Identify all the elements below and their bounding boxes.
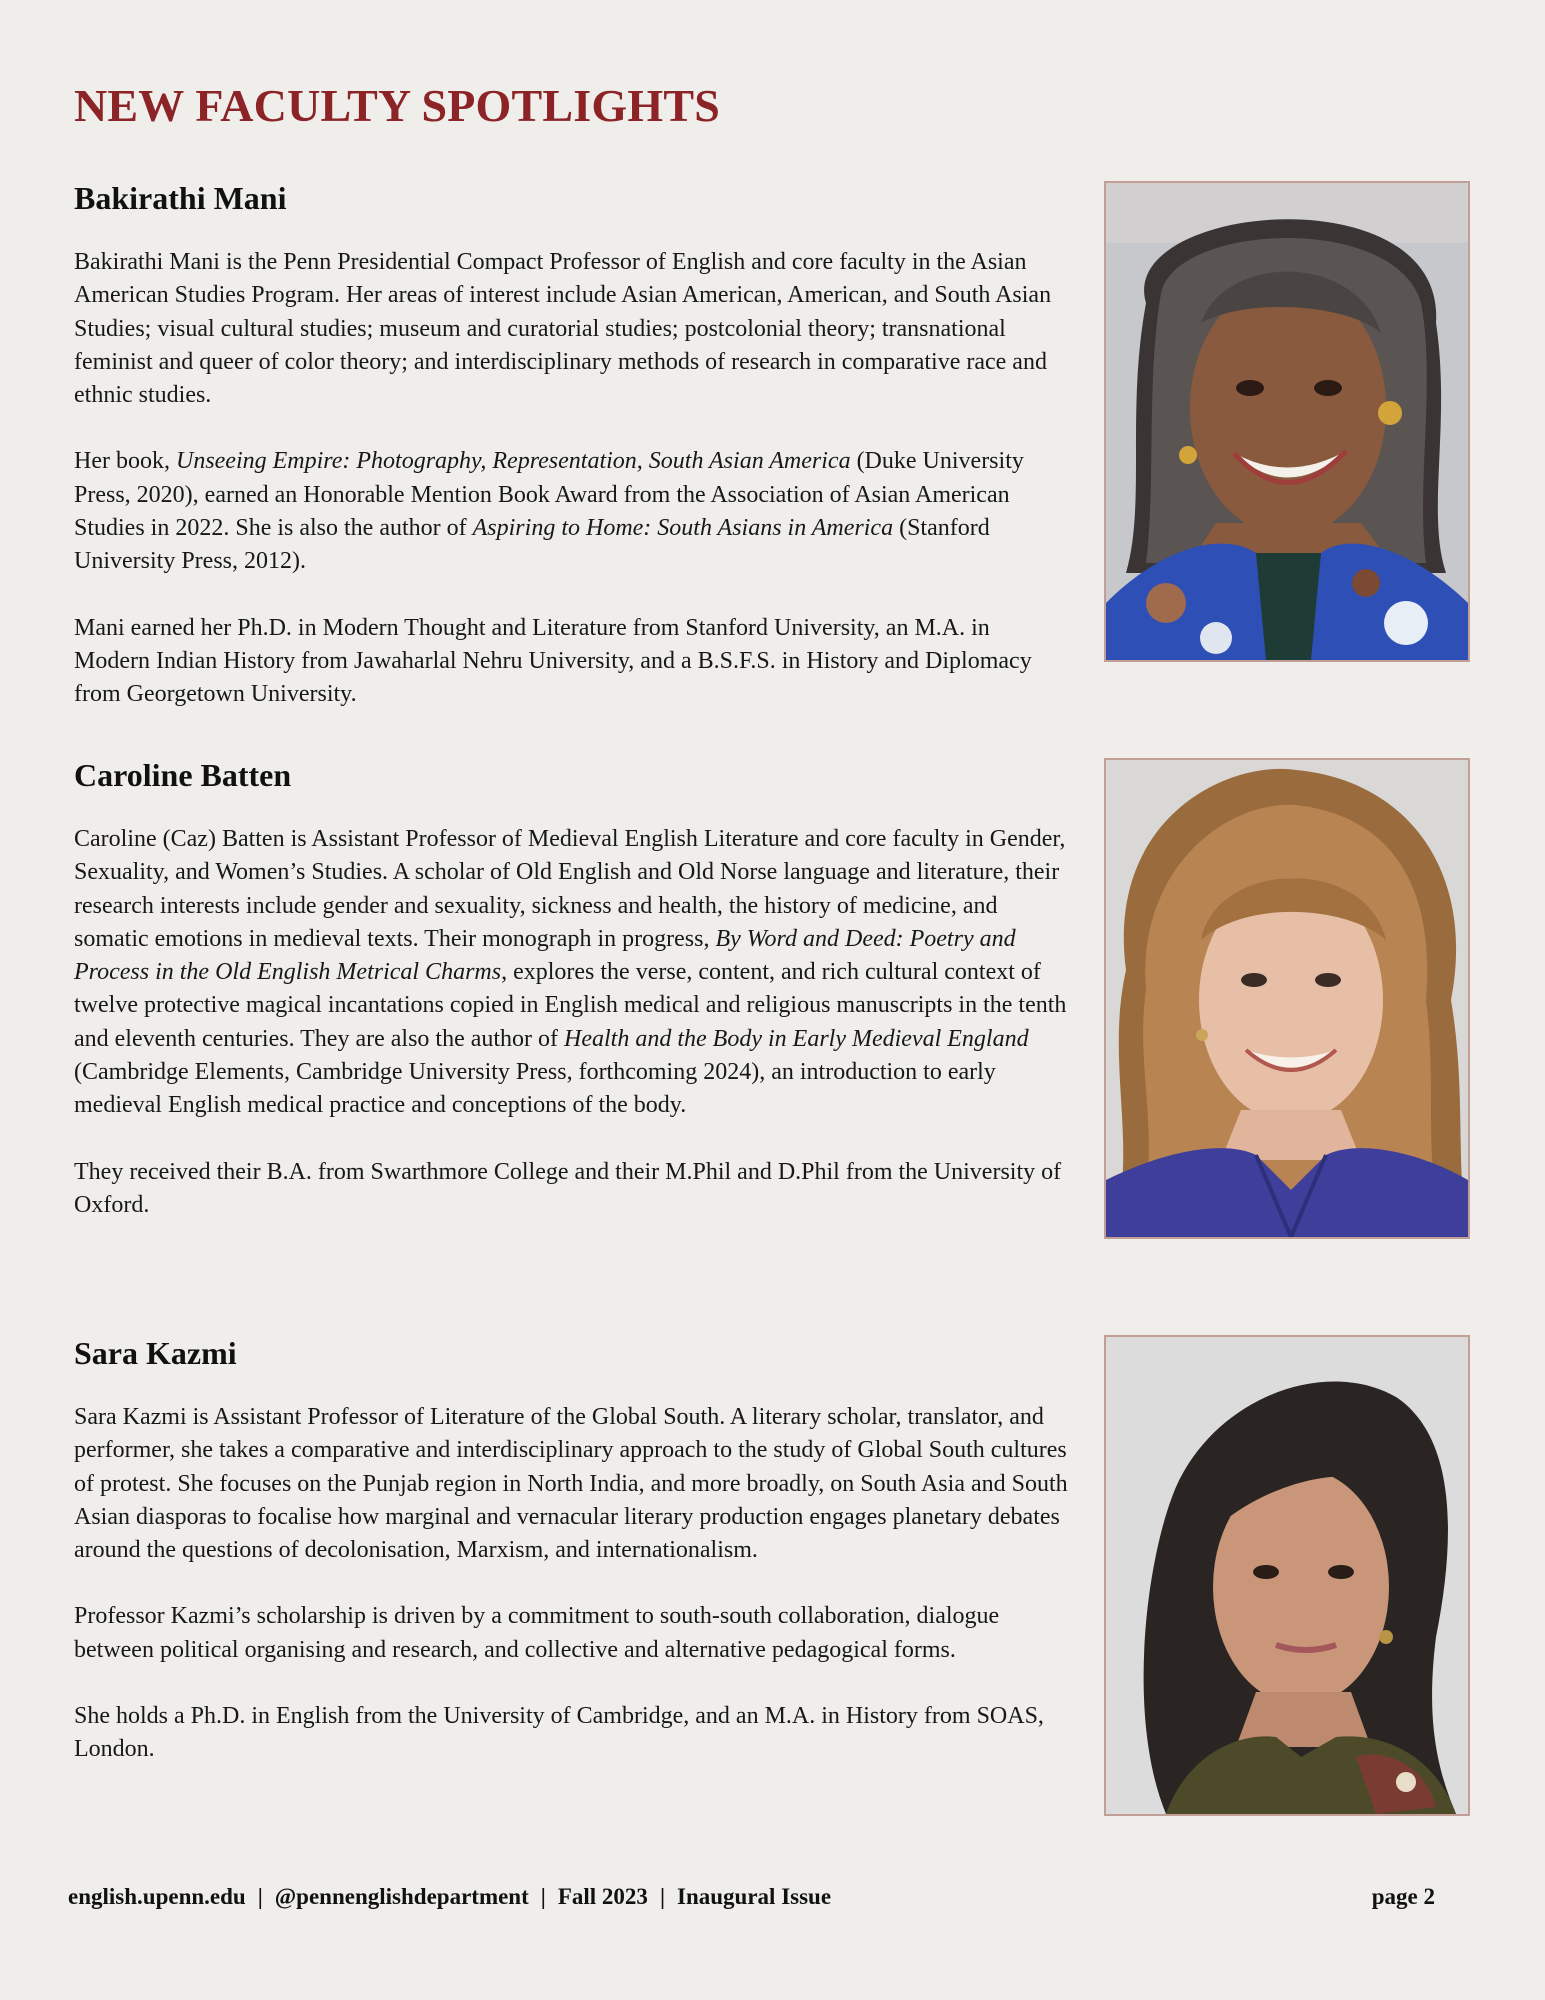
footer-issue-name: Inaugural Issue: [677, 1884, 832, 1909]
bio-paragraph: She holds a Ph.D. in English from the University of Cambridge, and an M.A. in History from SOAS, London.: [74, 1703, 1044, 1763]
bio-paragraph: Mani earned her Ph.D. in Modern Thought and Literature from Stanford University, an M.A. in Modern Indian History from Jawaharlal Nehru University, and a B.S.F.S. in History and Diplomacy from Georgetown University.: [74, 614, 1032, 708]
book-title: Health and the Body in Early Medieval England: [564, 1025, 1029, 1052]
faculty-text: [74, 755, 1069, 1222]
book-title: By Word and Deed: Poetry and Process in the Old English Metrical Charms: [74, 925, 1016, 986]
footer-separator: |: [659, 1884, 666, 1909]
faculty-photo: [1104, 181, 1470, 662]
faculty-name: Bakirathi Mani: [74, 180, 287, 216]
book-title: Unseeing Empire: Photography, Representation, South Asian America: [175, 448, 851, 475]
bio-paragraph: Professor Kazmi’s scholarship is driven by a commitment to south-south collaboration, dialogue between political organising and research, and collective and alternative pedagogical forms.: [74, 1603, 1000, 1663]
page-title: NEW FACULTY SPOTLIGHTS: [74, 80, 721, 131]
footer-website-link[interactable]: english.upenn.edu: [68, 1884, 246, 1909]
faculty-photo: [1104, 758, 1470, 1239]
bio-paragraph: Sara Kazmi is Assistant Professor of Literature of the Global South. A literary scholar, translator, and performer, she takes a comparative and interdisciplinary approach to the study of Global South cultures of protest. She focuses on the Punjab region in North India, and more broadly, on South Asia and South Asian diasporas to focalise how marginal and vernacular literary production engages planetary debates around the questions of decolonisation, Marxism, and internationalism.: [74, 1404, 1068, 1564]
bio-paragraph: They received their B.A. from Swarthmore College and their M.Phil and D.Phil from the University of Oxford.: [74, 1158, 1062, 1218]
faculty-name: Sara Kazmi: [74, 1335, 237, 1371]
faculty-text: [74, 1333, 1069, 1767]
faculty-photo: [1104, 1335, 1470, 1816]
footer: [68, 1882, 831, 1912]
bio-paragraph: Her book, Unseeing Empire: Photography, Representation, South Asian America (Duke University Press, 2020), earned an Honorable Mention Book Award from the Association of Asian American Studies in 2022. She is also the author of Aspiring to Home: South Asians in America (Stanford University Press, 2012).: [74, 448, 1024, 575]
faculty-name: Caroline Batten: [74, 757, 292, 793]
bio-paragraph: Caroline (Caz) Batten is Assistant Professor of Medieval English Literature and core faculty in Gender, Sexuality, and Women’s Studies. A scholar of Old English and Old Norse language and literature, their research interests include gender and sexuality, sickness and health, the history of medicine, and somatic emotions in medieval texts. Their monograph in progress, By Word and Deed: Poetry and Process in the Old English Metrical Charms, explores the verse, content, and rich cultural context of twelve protective magical incantations copied in English medical and religious manuscripts in the tenth and eleventh centuries. They are also the author of Health and the Body in Early Medieval England (Cambridge Elements, Cambridge University Press, forthcoming 2024), an introduction to early medieval English medical practice and conceptions of the body.: [74, 826, 1067, 1119]
faculty-text: [74, 178, 1069, 712]
footer-issue-date: Fall 2023: [557, 1884, 648, 1909]
footer-social-handle[interactable]: @pennenglishdepartment: [274, 1884, 529, 1909]
page-number: page 2: [1371, 1884, 1435, 1909]
footer-separator: |: [257, 1884, 263, 1909]
bio-paragraph: Bakirathi Mani is the Penn Presidential Compact Professor of English and core faculty in the Asian American Studies Program. Her areas of interest include Asian American, American, and South Asian Studies; visual cultural studies; museum and curatorial studies; postcolonial theory; transnational feminist and queer of color theory; and interdisciplinary methods of research in comparative race and ethnic studies.: [74, 249, 1052, 409]
footer-separator: |: [540, 1884, 546, 1909]
book-title: Aspiring to Home: South Asians in America: [472, 515, 894, 542]
